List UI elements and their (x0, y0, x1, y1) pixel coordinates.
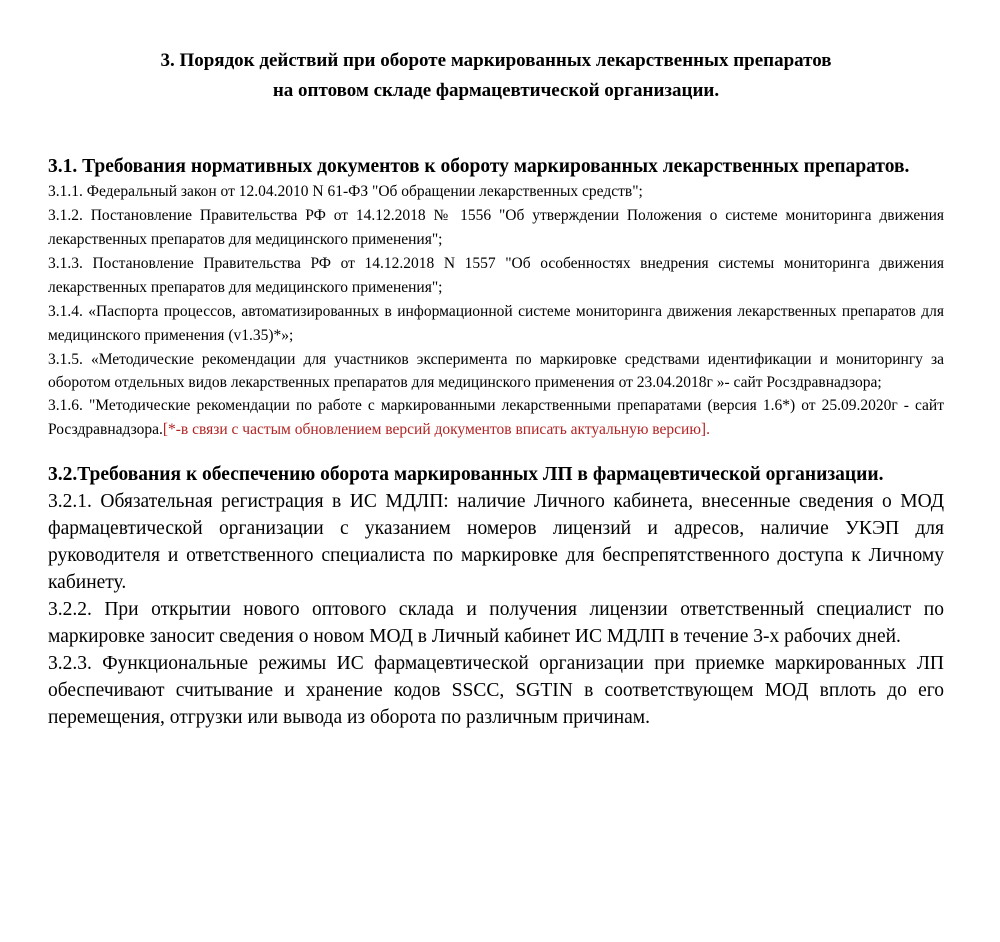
list-item-3-1-6 (48, 394, 944, 442)
section-3-1-heading: 3.1. Требования нормативных документов к обороту маркированных лекарственных препаратов. (48, 156, 910, 177)
list-item-3-2-2: 3.2.2. При открытии нового оптового склада и получения лицензии ответственный специалист по маркировке заносит сведения о новом МОД в Личный кабинет ИС МДЛП в течение 3-х рабочих дней. (48, 599, 944, 647)
document-title-line-2: на оптовом складе фармацевтической организации. (272, 80, 720, 101)
list-item-3-1-5: 3.1.5. «Методические рекомендации для участников эксперимента по маркировке средствами идентификации и мониторингу за оборотом отдельных видов лекарственных препаратов для медицинского применения от 23.04.2018г »- сайт Росздравнадзора; (48, 351, 944, 391)
document-title (48, 46, 944, 106)
list-item-3-2-1: 3.2.1. Обязательная регистрация в ИС МДЛП: наличие Личного кабинета, внесенные сведения о МОД фармацевтической организации с указанием номеров лицензий и адресов, наличие УКЭП для руководителя и ответственного специалиста по маркировке для беспрепятственного доступа к Личному кабинету. (48, 491, 944, 593)
list-item-3-1-6-text: 3.1.6. "Методические рекомендации по работе с маркированными лекарственными препаратами (версия 1.6*) от 25.09.2020г - сайт Росздравнадзора. (48, 397, 944, 438)
list-item-3-1-4: 3.1.4. «Паспорта процессов, автоматизированных в информационной системе мониторинга движения лекарственных препаратов для медицинского применения (v1.35)*»; (48, 303, 944, 344)
document-title-line-1: 3. Порядок действий при обороте маркированных лекарственных препаратов (160, 50, 832, 71)
list-item-3-1-1: 3.1.1. Федеральный закон от 12.04.2010 N 61-ФЗ "Об обращении лекарственных средств"; (48, 183, 643, 200)
list-item-3-2-3: 3.2.3. Функциональные режимы ИС фармацевтической организации при приемке маркированных ЛП обеспечивают считывание и хранение кодов SSCC, SGTIN в соответствующем МОД вплоть до его перемещения, отгрузки или вывода из оборота по различным причинам. (48, 653, 944, 728)
version-note: [*-в связи с частым обновлением версий документов вписать актуальную версию]. (162, 421, 710, 438)
section-3-2-heading: 3.2.Требования к обеспечению оборота маркированных ЛП в фармацевтической организации. (48, 464, 884, 485)
list-item-3-1-3: 3.1.3. Постановление Правительства РФ от 14.12.2018 N 1557 "Об особенностях внедрения системы мониторинга движения лекарственных препаратов для медицинского применения"; (48, 255, 944, 296)
section-3-2 (48, 462, 944, 731)
section-3-1 (48, 154, 944, 442)
list-item-3-1-2: 3.1.2. Постановление Правительства РФ от 14.12.2018 № 1556 "Об утверждении Положения о системе мониторинга движения лекарственных препаратов для медицинского применения"; (48, 207, 944, 248)
document-page (0, 46, 1000, 942)
